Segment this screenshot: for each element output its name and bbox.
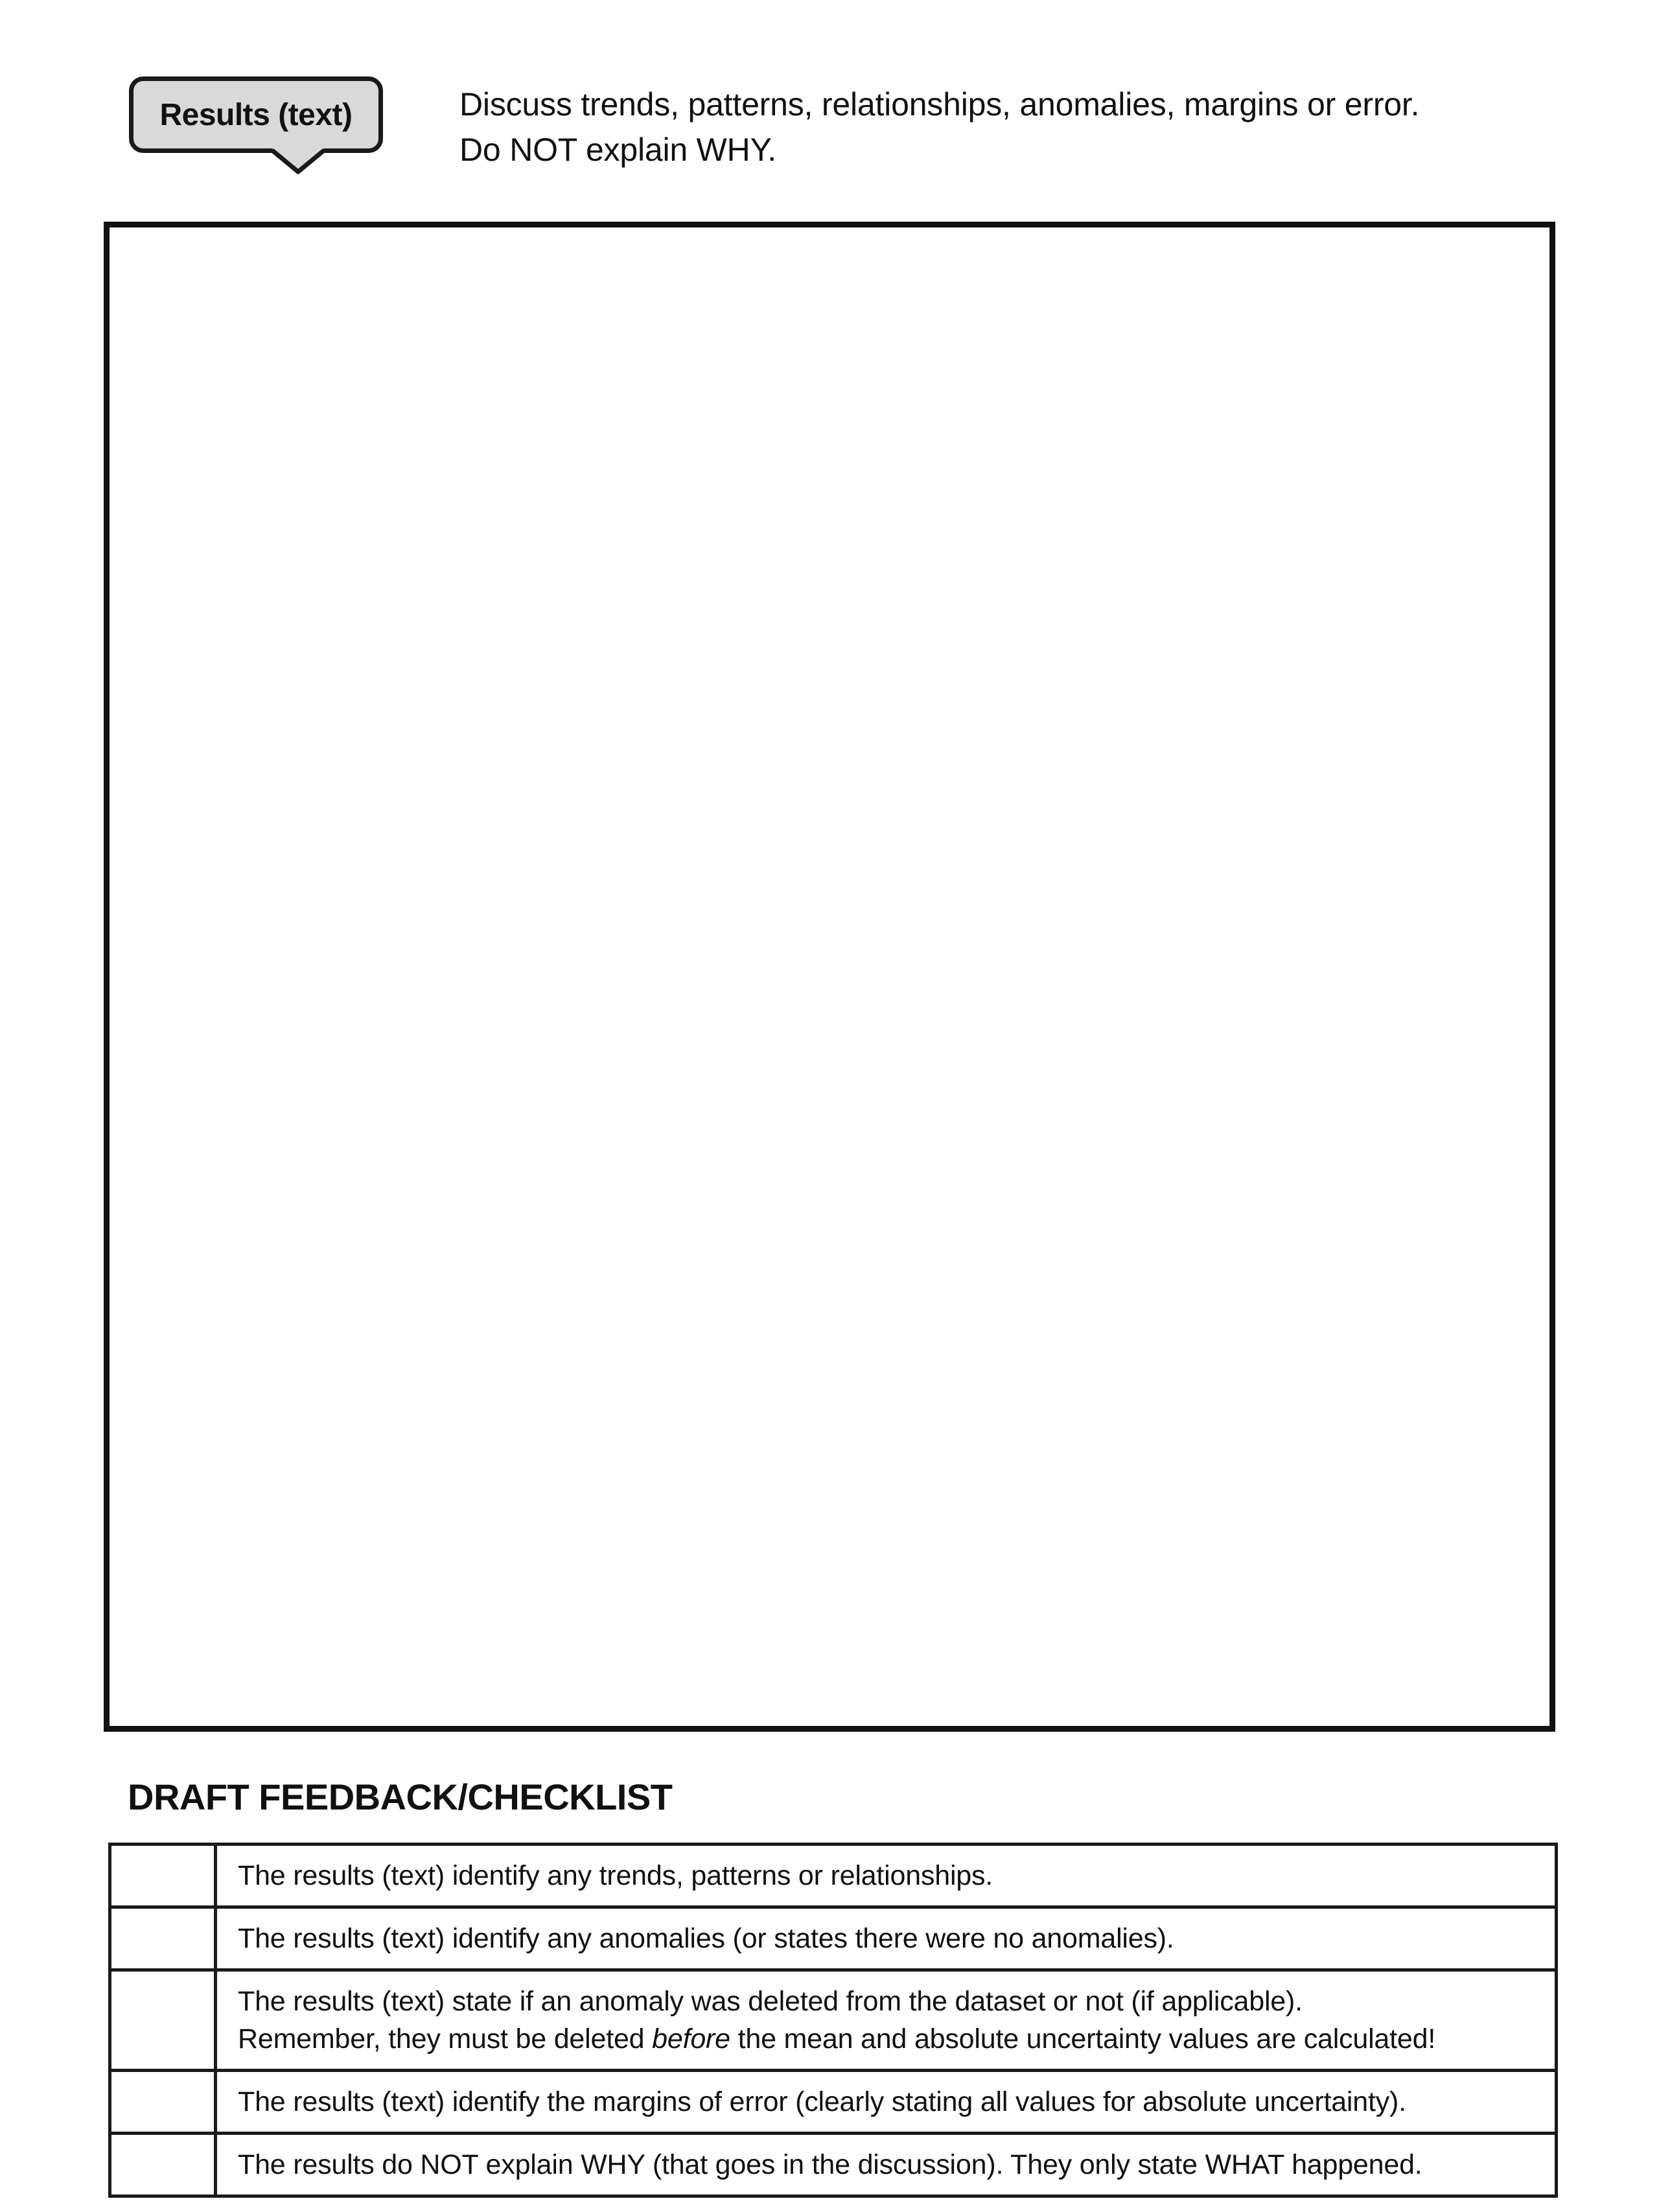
checklist-title: DRAFT FEEDBACK/CHECKLIST: [128, 1776, 673, 1817]
checklist-item-not-why: The results do NOT explain WHY (that goes in the discussion). They only state WHAT happened.: [238, 2149, 1422, 2180]
checklist-item-text: [216, 1845, 1557, 1907]
results-text-tag: [129, 76, 383, 153]
checklist-item-text: [216, 2134, 1557, 2196]
checklist-row: [110, 1845, 1557, 1907]
checklist-row: [110, 1970, 1557, 2071]
results-answer-box[interactable]: [104, 222, 1555, 1732]
checklist-item-text: [216, 1907, 1557, 1970]
checklist-item-text: [216, 2071, 1557, 2134]
checklist-item-anomalies: The results (text) identify any anomalies (or states there were no anomalies).: [238, 1923, 1174, 1954]
checklist-row: [110, 2071, 1557, 2134]
section-instructions: [459, 82, 1419, 172]
checklist-checkbox-cell[interactable]: [110, 2071, 216, 2134]
checklist-item-trends: The results (text) identify any trends, patterns or relationships.: [238, 1860, 993, 1891]
results-text-tag-label: Results (text): [159, 97, 353, 132]
checklist-table: [108, 1843, 1558, 2198]
checklist-row: [110, 2134, 1557, 2196]
checklist-item-margins: The results (text) identify the margins of error (clearly stating all values for absolute uncertainty).: [238, 2086, 1406, 2117]
checklist-row: [110, 1907, 1557, 1970]
line2-after: the mean and absolute uncertainty values are calculated!: [730, 2023, 1436, 2055]
line2-emphasis: before: [652, 2023, 730, 2055]
checklist-item-text: [216, 1970, 1557, 2071]
instruction-line-2: Do NOT explain WHY.: [459, 132, 776, 168]
line2-before: Remember, they must be deleted: [238, 2023, 653, 2055]
checklist-checkbox-cell[interactable]: [110, 1845, 216, 1907]
checklist-checkbox-cell[interactable]: [110, 1970, 216, 2071]
speech-bubble-tail-icon: [272, 148, 324, 176]
checklist-item-deleted-line2: [238, 2020, 1555, 2058]
checklist-checkbox-cell[interactable]: [110, 1907, 216, 1970]
checklist-item-deleted-line1: The results (text) state if an anomaly was deleted from the dataset or not (if applicable).: [238, 1986, 1303, 2017]
checklist-checkbox-cell[interactable]: [110, 2134, 216, 2196]
instruction-line-1: Discuss trends, patterns, relationships, anomalies, margins or error.: [459, 86, 1420, 122]
